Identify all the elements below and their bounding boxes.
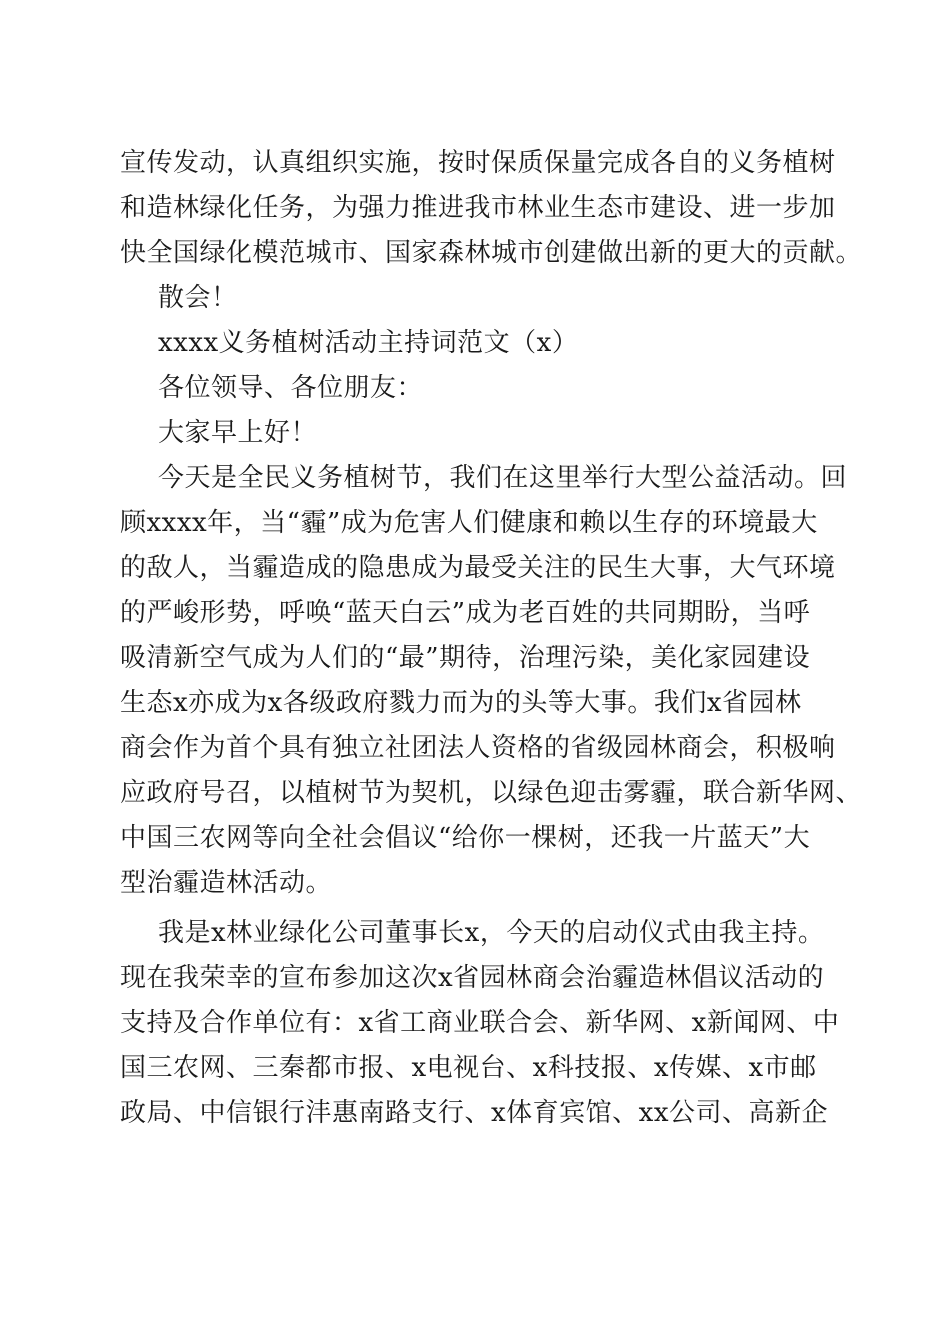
closing-remark: 散会！ xyxy=(158,283,238,313)
body-text-line: 和造林绿化任务，为强力推进我市林业生态市建设、进一步加 xyxy=(120,193,836,223)
body-text-line: 应政府号召，以植树节为契机，以绿色迎击雾霾，联合新华网、 xyxy=(120,778,863,808)
body-text-line: 生态x亦成为x各级政府戮力而为的头等大事。我们x省园林 xyxy=(120,688,802,718)
body-text-line: 型治霾造林活动。 xyxy=(120,868,333,898)
body-text-line: 的严峻形势，呼唤“蓝天白云”成为老百姓的共同期盼，当呼 xyxy=(120,598,811,628)
body-text-line: 现在我荣幸的宣布参加这次x省园林商会治霾造林倡议活动的 xyxy=(120,963,825,993)
body-text-line: 的敌人，当霾造成的隐患成为最受关注的民生大事，大气环境 xyxy=(120,553,836,583)
body-text-line: 顾xxxx年，当“霾”成为危害人们健康和赖以生存的环境最大 xyxy=(120,508,818,538)
body-text-line: 我是x林业绿化公司董事长x，今天的启动仪式由我主持。 xyxy=(158,918,825,948)
body-text-line: 支持及合作单位有：x省工商业联合会、新华网、x新闻网、中 xyxy=(120,1008,840,1038)
body-text-line: 快全国绿化模范城市、国家森林城市创建做出新的更大的贡献。 xyxy=(120,238,863,268)
body-text-line: 商会作为首个具有独立社团法人资格的省级园林商会，积极响 xyxy=(120,733,836,763)
body-text-line: 吸清新空气成为人们的“最”期待，治理污染，美化家园建设 xyxy=(120,643,811,673)
body-text-line: 国三农网、三秦都市报、x电视台、x科技报、x传媒、x市邮 xyxy=(120,1053,817,1083)
body-text-line: 中国三农网等向全社会倡议“给你一棵树，还我一片蓝天”大 xyxy=(120,823,811,853)
body-text-line: 宣传发动，认真组织实施，按时保质保量完成各自的义务植树 xyxy=(120,148,836,178)
body-text-line: 今天是全民义务植树节，我们在这里举行大型公益活动。回 xyxy=(158,463,848,493)
body-text-line: 政局、中信银行沣惠南路支行、x体育宾馆、xx公司、高新企 xyxy=(120,1098,828,1128)
salutation: 各位领导、各位朋友： xyxy=(158,373,424,403)
greeting: 大家早上好！ xyxy=(158,418,318,448)
section-title: xxxx义务植树活动主持词范文（x） xyxy=(158,328,579,358)
